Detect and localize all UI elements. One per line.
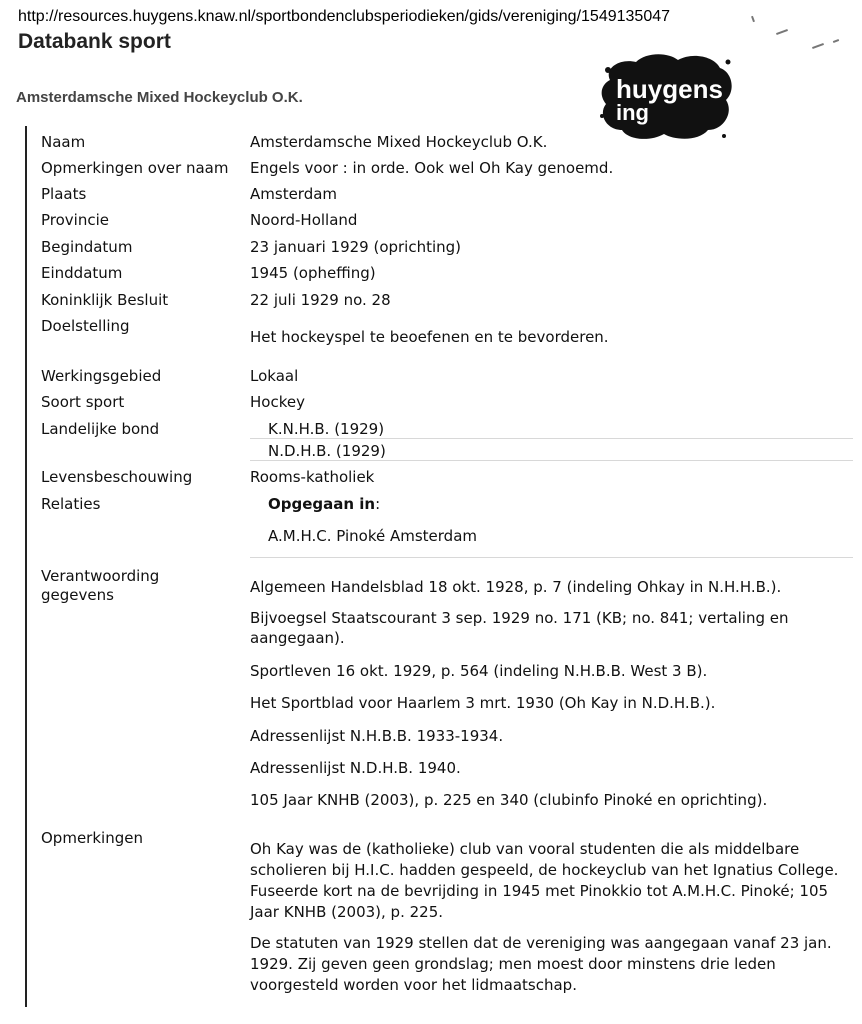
source-4: Het Sportblad voor Haarlem 3 mrt. 1930 (Oh Kay in N.D.H.B.). [250, 694, 716, 712]
label-landelijke-bond: Landelijke bond [41, 420, 160, 438]
label-opmerkingen: Opmerkingen [41, 829, 143, 847]
label-begindatum: Begindatum [41, 238, 133, 256]
scan-mark [776, 29, 788, 35]
source-6: Adressenlijst N.D.H.B. 1940. [250, 759, 461, 777]
source-3: Sportleven 16 okt. 1929, p. 564 (indeling N.H.B.B. West 3 B). [250, 662, 708, 680]
label-plaats: Plaats [41, 185, 87, 203]
svg-text:ing: ing [616, 100, 649, 125]
label-doelstelling: Doelstelling [41, 317, 130, 335]
value-einddatum: 1945 (opheffing) [250, 264, 376, 282]
divider [250, 557, 853, 558]
opmerking-2-line-2: 1929. Zij geven geen grondslag; men moest door minstens drie leden [250, 955, 776, 973]
club-heading: Amsterdamsche Mixed Hockeyclub O.K. [16, 89, 303, 106]
source-5: Adressenlijst N.H.B.B. 1933-1934. [250, 727, 504, 745]
opmerking-2-line-1: De statuten van 1929 stellen dat de vereniging was aangegaan vanaf 23 jan. [250, 934, 832, 952]
relaties-colon: : [375, 495, 381, 513]
huygens-logo [598, 50, 736, 142]
url-text: http://resources.huygens.knaw.nl/sportbondenclubsperiodieken/gids/vereniging/1549135047 [18, 8, 671, 25]
label-werkingsgebied: Werkingsgebied [41, 367, 162, 385]
value-doelstelling: Het hockeyspel te beoefenen en te bevorderen. [250, 328, 609, 346]
value-opmerkingen-naam: Engels voor : in orde. Ook wel Oh Kay genoemd. [250, 159, 614, 177]
scan-mark [833, 39, 839, 43]
source-7: 105 Jaar KNHB (2003), p. 225 en 340 (clubinfo Pinoké en oprichting). [250, 791, 768, 809]
scan-mark [751, 16, 755, 22]
label-relaties: Relaties [41, 495, 101, 513]
relaties-heading-text: Opgegaan in [268, 495, 376, 513]
value-relaties: A.M.H.C. Pinoké Amsterdam [268, 527, 478, 545]
svg-text:huygens: huygens [616, 74, 723, 104]
label-naam: Naam [41, 133, 86, 151]
scan-mark [812, 43, 824, 49]
source-1: Algemeen Handelsblad 18 okt. 1928, p. 7 (indeling Ohkay in N.H.H.B.). [250, 578, 782, 596]
label-koninklijk-besluit: Koninklijk Besluit [41, 291, 169, 309]
label-opmerkingen-naam: Opmerkingen over naam [41, 159, 229, 177]
source-2-line-2: aangegaan). [250, 629, 345, 647]
label-provincie: Provincie [41, 211, 109, 229]
opmerking-1-line-3: Fuseerde kort na de bevrijding in 1945 met Pinokkio tot A.M.H.C. Pinoké; 105 [250, 882, 829, 900]
value-levensbeschouwing: Rooms-katholiek [250, 468, 375, 486]
value-werkingsgebied: Lokaal [250, 367, 299, 385]
value-bond-1: K.N.H.B. (1929) [268, 420, 385, 438]
value-soort-sport: Hockey [250, 393, 305, 411]
value-begindatum: 23 januari 1929 (oprichting) [250, 238, 462, 256]
label-verantwoording-2: gegevens [41, 586, 114, 604]
value-plaats: Amsterdam [250, 185, 338, 203]
label-verantwoording-1: Verantwoording [41, 567, 160, 585]
value-bond-2: N.D.H.B. (1929) [268, 442, 386, 460]
divider [250, 460, 853, 461]
label-soort-sport: Soort sport [41, 393, 125, 411]
page-title: Databank sport [18, 30, 171, 53]
opmerking-1-line-2: scholieren bij H.I.C. hadden gespeeld, de hockeyclub van het Ignatius College. [250, 861, 839, 879]
relaties-heading [268, 494, 380, 514]
value-naam: Amsterdamsche Mixed Hockeyclub O.K. [250, 133, 548, 151]
left-border [25, 126, 27, 1007]
label-levensbeschouwing: Levensbeschouwing [41, 468, 193, 486]
label-einddatum: Einddatum [41, 264, 123, 282]
value-koninklijk-besluit: 22 juli 1929 no. 28 [250, 291, 391, 309]
opmerking-1-line-4: Jaar KNHB (2003), p. 225. [250, 903, 444, 921]
opmerking-2-line-3: voorgesteld worden voor het lidmaatschap. [250, 976, 577, 994]
source-2-line-1: Bijvoegsel Staatscourant 3 sep. 1929 no. 171 (KB; no. 841; vertaling en [250, 609, 789, 627]
opmerking-1-line-1: Oh Kay was de (katholieke) club van vooral studenten die als middelbare [250, 840, 800, 858]
value-provincie: Noord-Holland [250, 211, 358, 229]
divider [250, 438, 853, 439]
